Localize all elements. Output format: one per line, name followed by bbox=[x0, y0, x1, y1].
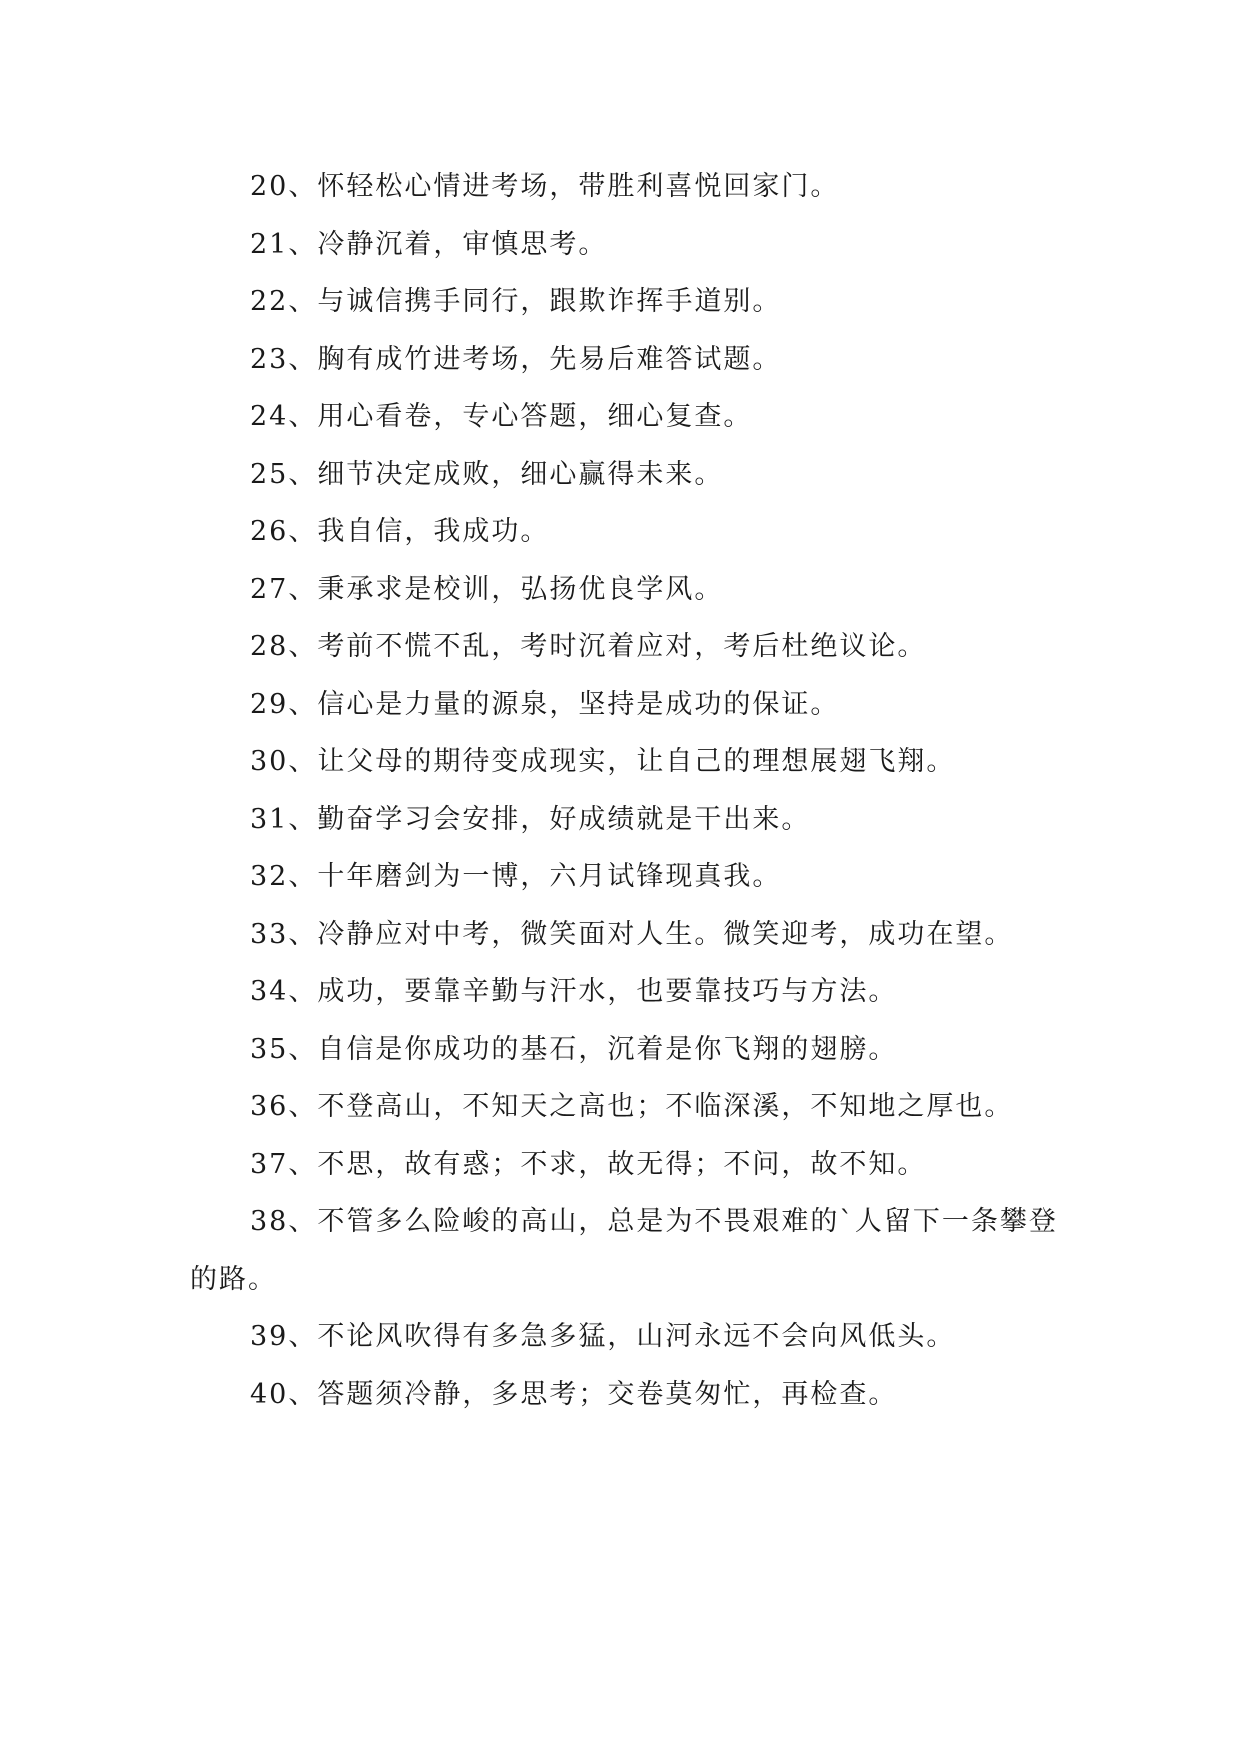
list-item: 35、自信是你成功的基石，沉着是你飞翔的翅膀。 bbox=[250, 1033, 898, 1065]
list-item: 25、细节决定成败，细心赢得未来。 bbox=[250, 458, 724, 490]
list-item: 33、冷静应对中考，微笑面对人生。微笑迎考，成功在望。 bbox=[250, 918, 1014, 950]
list-item: 29、信心是力量的源泉，坚持是成功的保证。 bbox=[250, 688, 840, 720]
list-item: 32、十年磨剑为一博，六月试锋现真我。 bbox=[250, 861, 782, 892]
list-item: 40、答题须冷静，多思考；交卷莫匆忙，再检查。 bbox=[250, 1378, 898, 1410]
list-item: 30、让父母的期待变成现实，让自己的理想展翅飞翔。 bbox=[250, 746, 956, 777]
list-item: 22、与诚信携手同行，跟欺诈挥手道别。 bbox=[250, 286, 782, 317]
list-item: 27、秉承求是校训，弘扬优良学风。 bbox=[250, 573, 724, 605]
list-item: 34、成功，要靠辛勤与汗水，也要靠技巧与方法。 bbox=[250, 976, 898, 1007]
list-item: 26、我自信，我成功。 bbox=[250, 516, 550, 547]
list-item: 23、胸有成竹进考场，先易后难答试题。 bbox=[250, 343, 782, 375]
list-item: 31、勤奋学习会安排，好成绩就是干出来。 bbox=[250, 803, 811, 835]
list-item: 21、冷静沉着，审慎思考。 bbox=[250, 228, 608, 260]
list-item: 37、不思，故有惑；不求，故无得；不问，故不知。 bbox=[250, 1148, 927, 1180]
list-item: 24、用心看卷，专心答题，细心复查。 bbox=[250, 401, 753, 432]
list-item: 36、不登高山，不知天之高也；不临深溪，不知地之厚也。 bbox=[250, 1091, 1014, 1122]
list-item: 39、不论风吹得有多急多猛，山河永远不会向风低头。 bbox=[250, 1321, 956, 1352]
list-item: 20、怀轻松心情进考场，带胜利喜悦回家门。 bbox=[250, 171, 840, 202]
list-item: 28、考前不慌不乱，考时沉着应对，考后杜绝议论。 bbox=[250, 631, 927, 662]
text-body bbox=[190, 158, 1070, 1423]
list-item: 38、不管多么险峻的高山，总是为不畏艰难的`人留下一条攀登的路。 bbox=[190, 1206, 1058, 1295]
